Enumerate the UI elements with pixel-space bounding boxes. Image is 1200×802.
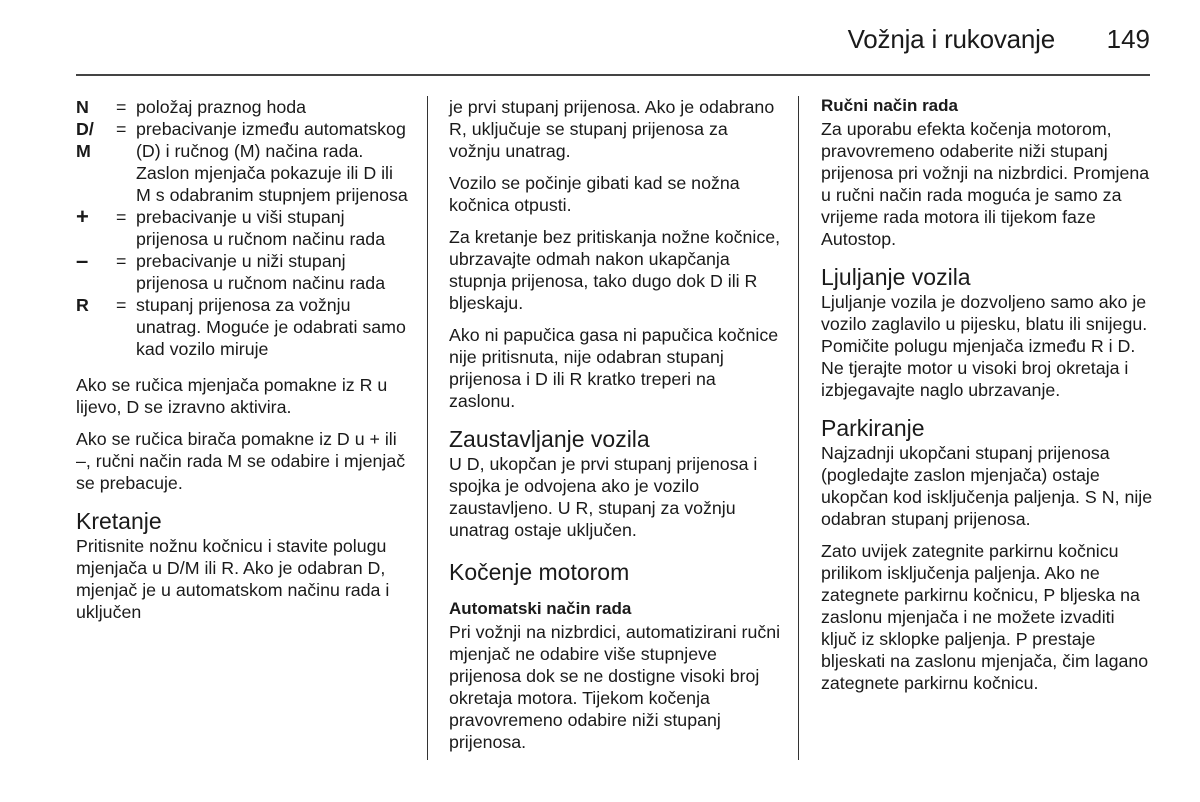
paragraph: Ako se ručica mjenjača pomakne iz R u lijevo, D se izravno aktivira. [76,375,388,417]
paragraph: Zato uvijek zategnite parkirnu kočnicu prilikom isključenja paljenja. Ako ne zategnete parkirnu kočnicu, P bljeska na zaslonu mjenjača i ne možete izvaditi ključ iz sklopke paljenja. P prestaje bljeskati na zaslonu mjenjača, čim lagano zategnete parkirnu kočnicu. [821,541,1149,693]
paragraph: Najzadnji ukopčani stupanj prijenosa (pogledajte zaslon mjenjača) ostaje ukopčan kod isključenja paljenja. S N, nije odabran stupanj prijenosa. [821,443,1153,529]
definition-item: + = prebacivanje u viši stupanj prijenosa u ručnom načinu rada [76,206,410,250]
paragraph: Vozilo se počinje gibati kad se nožna kočnica otpusti. [449,173,740,215]
definition-item: D/ M = prebacivanje između automatskog (D) i ručnog (M) načina rada. Zaslon mjenjača pokazuje ili D ili M s odabranim stupnjem prijenosa [76,118,410,206]
column-1 [76,96,410,633]
definition-text: stupanj prijenosa za vožnju unatrag. Moguće je odabrati samo kad vozilo miruje [136,295,406,359]
paragraph: Za kretanje bez pritiskanja nožne kočnice, ubrzavajte odmah nakon ukapčanja stupnja prijenosa, tako dugo dok D ili R bljeskaju. [449,227,781,313]
definition-item: – = prebacivanje u niži stupanj prijenosa u ručnom načinu rada [76,250,410,294]
paragraph: Ako se ručica birača pomakne iz D u + ili –, ručni način rada M se odabire i mjenjač se prebacuje. [76,429,406,493]
paragraph: Za uporabu efekta kočenja motorom, pravovremeno odaberite niži stupanj prijenosa pri vožnji na nizbrdici. Promjena u ručni način rada moguća je samo za vrijeme rada motora ili tijekom faze Autostop. [821,119,1150,249]
paragraph: Ljuljanje vozila je dozvoljeno samo ako je vozilo zaglavilo u pijesku, blatu ili snijegu. Pomičite polugu mjenjača između R i D. Ne tjerajte motor u visoki broj okretaja i izbjegavajte naglo ubrzavanje. [821,292,1148,400]
definition-key: R [76,295,89,315]
definition-text: prebacivanje u niži stupanj prijenosa u ručnom načinu rada [136,251,386,293]
column-2 [449,96,783,763]
plus-icon: + [76,204,89,229]
page-number: 149 [1106,24,1150,54]
section-heading-kretanje: Kretanje [76,508,162,534]
paragraph: Ako ni papučica gasa ni papučica kočnice nije pritisnuta, nije odabran stupanj prijenosa i D ili R kratko treperi na zaslonu. [449,325,779,411]
paragraph: Pritisnite nožnu kočnicu i stavite polugu mjenjača u D/M ili R. Ako je odabran D, mjenjač je u automatskom načinu rada i uključen [76,536,390,622]
definition-key: D/ M [76,119,94,161]
definition-item: R = stupanj prijenosa za vožnju unatrag. Moguće je odabrati samo kad vozilo miruje [76,294,410,360]
header-divider [76,74,1150,76]
paragraph: je prvi stupanj prijenosa. Ako je odabrano R, uključuje se stupanj prijenosa za vožnju unatrag. [449,97,775,161]
section-heading-parkiranje: Parkiranje [821,415,925,441]
definition-item: N = položaj praznog hoda [76,96,410,118]
definition-text: prebacivanje u viši stupanj prijenosa u ručnom načinu rada [136,207,386,249]
column-divider [798,96,799,760]
definition-key: N [76,97,89,117]
section-heading-kocenje: Kočenje motorom [449,559,630,585]
section-heading-zaustavljanje: Zaustavljanje vozila [449,426,650,452]
minus-icon: – [76,248,89,273]
section-heading-ljuljanje: Ljuljanje vozila [821,264,971,290]
subsection-heading-automatski: Automatski način rada [449,599,632,618]
paragraph: U D, ukopčan je prvi stupanj prijenosa i spojka je odvojena ako je vozilo zaustavljeno. U R, stupanj za vožnju unatrag ostaje uključen. [449,454,758,540]
page-title: Vožnja i rukovanje [847,24,1055,54]
definition-text: prebacivanje između automatskog (D) i ručnog (M) načina rada. Zaslon mjenjača pokazuje ili D ili M s odabranim stupnjem prijenosa [136,119,408,205]
definition-text: položaj praznog hoda [136,97,307,117]
column-divider [427,96,428,760]
paragraph: Pri vožnji na nizbrdici, automatizirani ručni mjenjač ne odabire više stupnjeve prijenosa dok se ne dostigne visoki broj okretaja motora. Tijekom kočenja pravovremeno odabire niži stupanj prijenosa. [449,622,781,752]
column-3 [821,96,1155,704]
subsection-heading-rucni: Ručni način rada [821,96,958,115]
